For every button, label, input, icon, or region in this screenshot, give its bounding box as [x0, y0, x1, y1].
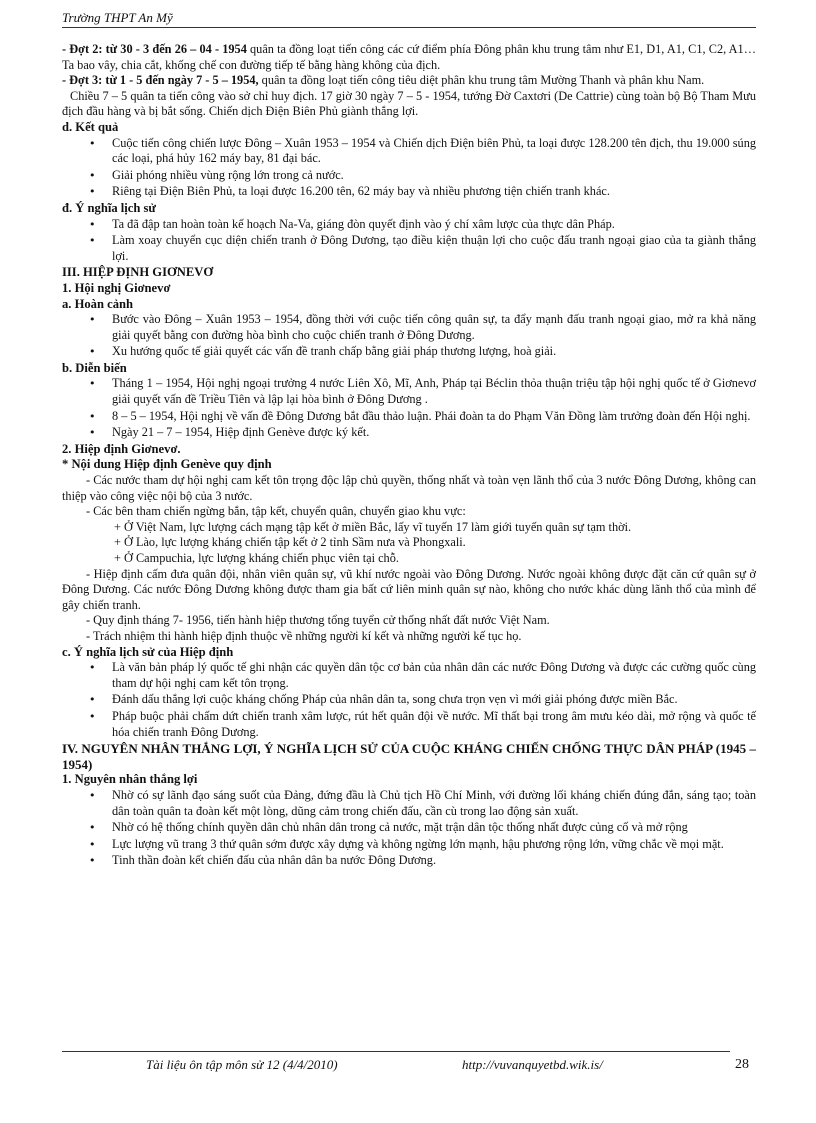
plus-item: + Ở Việt Nam, lực lượng cách mạng tập kết ở miền Bắc, lấy vĩ tuyến 17 làm giới tuyến quân sự tạm thời. — [114, 519, 632, 534]
ketqua-heading: d. Kết quả — [62, 119, 119, 134]
chieu-paragraph: Chiều 7 – 5 quân ta tiến công vào sở chỉ huy địch. 17 giờ 30 ngày 7 – 5 - 1954, tướng Đờ Caxtơri (De Cattrie) cùng toàn bộ Bộ Tham Mưu địch đầu hàng và bị bắt sống. Chiến dịch Điện Biên Phủ giành thắng lợi. — [62, 88, 756, 119]
section4-sub1: 1. Nguyên nhân thắng lợi — [62, 772, 198, 787]
list-item: • 8 – 5 – 1954, Hội nghị về vấn đề Đông Dương bắt đầu thảo luận. Phái đoàn ta do Phạm Văn Đồng làm trưởng đoàn đến Hội nghị. — [112, 409, 756, 425]
dienbien-heading: b. Diễn biến — [62, 360, 127, 375]
noidung-paragraph: - Các nước tham dự hội nghị cam kết tôn trọng độc lập chủ quyền, thống nhất và toàn vẹn lãnh thổ của 3 nước Đông Dương, không can thiệp vào công việc nội bộ của 3 nước. — [62, 473, 756, 503]
ketqua-list — [62, 136, 756, 200]
footer-doc-title: Tài liệu ôn tập môn sử 12 (4/4/2010) — [146, 1057, 338, 1072]
list-item: • Ta đã đập tan hoàn toàn kế hoạch Na-Va, giáng đòn quyết định vào ý chí xâm lược của thực dân Pháp. — [112, 217, 756, 233]
dot3-paragraph — [62, 73, 756, 89]
page-header: Trường THPT An Mỹ — [62, 10, 756, 28]
list-item: • Đánh dấu thắng lợi cuộc kháng chống Pháp của nhân dân ta, song chưa trọn vẹn vì mới giải phóng được miền Bắc. — [112, 692, 756, 708]
dot2-paragraph — [62, 42, 756, 73]
list-item: • Ngày 21 – 7 – 1954, Hiệp định Genève được ký kết. — [112, 425, 756, 441]
list-item: • Tinh thần đoàn kết chiến đấu của nhân dân ba nước Đông Dương. — [112, 853, 756, 869]
list-item: • Pháp buộc phải chấm dứt chiến tranh xâm lược, rút hết quân đội về nước. Mĩ thất bại trong âm mưu kéo dài, mở rộng và quốc tế hóa chiến tranh Đông Dương. — [112, 709, 756, 740]
noidung-paragraph: - Các bên tham chiến ngừng bắn, tập kết, chuyển quân, chuyển giao khu vực: — [86, 504, 466, 519]
noidung-paragraph: - Hiệp định cấm đưa quân đội, nhân viên quân sự, vũ khí nước ngoài vào Đông Dương. Nước ngoài không được đặt căn cứ quân sự ở Đông Dương. Các nước Đông Dương không được tham gia bất cứ liên minh quân sự nào, không cho nước khác dùng lãnh thổ của mình để gây chiến tranh. — [62, 566, 756, 612]
list-item: • Riêng tại Điện Biên Phủ, ta loại được 16.200 tên, 62 máy bay và nhiều phương tiện chiến tranh khác. — [112, 184, 756, 200]
list-item: • Nhờ có hệ thống chính quyền dân chủ nhân dân trong cả nước, mặt trận dân tộc thống nhất được củng cố và mở rộng — [112, 820, 756, 836]
ynghia1-list — [62, 217, 756, 265]
dot3-text: quân ta đồng loạt tiến công tiêu diệt phân khu trung tâm Mường Thanh và phân khu Nam. — [258, 73, 705, 88]
page-content — [62, 42, 756, 870]
section4-list — [62, 788, 756, 869]
list-item: • Xu hướng quốc tế giải quyết các vấn đề tranh chấp bằng giải pháp thương lượng, hoà giải. — [112, 344, 756, 360]
list-item: • Là văn bản pháp lý quốc tế ghi nhận các quyền dân tộc cơ bản của nhân dân các nước Đông Dương và được các cường quốc cùng tham dự hội nghị cam kết tôn trọng. — [112, 660, 756, 691]
page-number: 28 — [735, 1057, 749, 1072]
list-item: • Lực lượng vũ trang 3 thứ quân sớm được xây dựng và không ngừng lớn mạnh, hậu phương rộng lớn, vững chắc về mọi mặt. — [112, 837, 756, 853]
noidung-heading: * Nội dung Hiệp định Genève quy định — [62, 457, 272, 472]
hoancanh-list — [62, 312, 756, 360]
list-item: • Bước vào Đông – Xuân 1953 – 1954, đồng thời với cuộc tiến công quân sự, ta đẩy mạnh đấu tranh ngoại giao, mở ra khả năng giải quyết bằng con đường hòa bình cho cuộc chiến tranh ở Đông Dương. — [112, 312, 756, 343]
dot2-label: - Đợt 2: từ 30 - 3 đến 26 – 04 - 1954 — [62, 42, 247, 56]
footer-divider — [62, 1051, 730, 1052]
plus-item: + Ở Campuchia, lực lượng kháng chiến phục viên tại chỗ. — [114, 551, 399, 565]
ynghia2-heading: c. Ý nghĩa lịch sử của Hiệp định — [62, 644, 234, 659]
noidung-paragraph: - Quy định tháng 7- 1956, tiến hành hiệp thương tổng tuyển cử thống nhất đất nước Việt Nam. — [86, 613, 550, 628]
ynghia1-heading: đ. Ý nghĩa lịch sử — [62, 200, 156, 215]
list-item: • Tháng 1 – 1954, Hội nghị ngoại trưởng 4 nước Liên Xô, Mĩ, Anh, Pháp tại Béclin thỏa thuận triệu tập hội nghị quốc tế ở Giơnevơ giải quyết vấn đề Triều Tiên và lập lại hòa bình ở Đông Dương . — [112, 376, 756, 407]
list-item: • Nhờ có sự lãnh đạo sáng suốt của Đảng, đứng đầu là Chủ tịch Hồ Chí Minh, với đường lối kháng chiến đúng đắn, sáng tạo; toàn dân toàn quân ta đoàn kết một lòng, dũng cảm trong chiến đấu, cần cù trong lao động sản xuất. — [112, 788, 756, 819]
section3-sub1: 1. Hội nghị Giơnevơ — [62, 280, 171, 295]
hoancanh-heading: a. Hoàn cảnh — [62, 296, 134, 311]
noidung-paragraph: - Trách nhiệm thi hành hiệp định thuộc về những người kí kết và những người kế tục họ. — [86, 628, 522, 643]
footer-url: http://vuvanquyetbd.wik.is/ — [462, 1057, 603, 1072]
plus-item: + Ở Lào, lực lượng kháng chiến tập kết ở 2 tỉnh Sầm nưa và Phongxali. — [114, 535, 466, 550]
dot2-text: quân ta đồng loạt tiến công các cứ điểm phía Đông phân khu trung tâm như E1, D1, A1, C1, C2, A1…Ta bao vây, chia cắt, khống chế con đường tiếp tế bằng hàng không của địch. — [62, 42, 756, 72]
section3-heading: III. HIỆP ĐỊNH GIƠNEVƠ — [62, 265, 214, 280]
section3-sub2: 2. Hiệp định Giơnevơ. — [62, 441, 181, 456]
list-item: • Làm xoay chuyển cục diện chiến tranh ở Đông Dương, tạo điều kiện thuận lợi cho cuộc đấu tranh ngoại giao của ta giành thắng lợi. — [112, 233, 756, 264]
ynghia2-list — [62, 660, 756, 740]
list-item: • Cuộc tiến công chiến lược Đông – Xuân 1953 – 1954 và Chiến dịch Điện biên Phủ, ta loại được 128.200 tên địch, thu 19.000 súng các loại, phá hủy 162 máy bay, 81 đại bác. — [112, 136, 756, 167]
dot3-label: - Đợt 3: từ 1 - 5 đến ngày 7 - 5 – 1954, — [62, 73, 259, 88]
section4-heading: IV. NGUYÊN NHÂN THẮNG LỢI, Ý NGHĨA LỊCH SỬ CỦA CUỘC KHÁNG CHIẾN CHỐNG THỰC DÂN PHÁP (1945 – 1954) — [62, 741, 756, 772]
dienbien-list — [62, 376, 756, 440]
list-item: • Giải phóng nhiều vùng rộng lớn trong cả nước. — [112, 168, 756, 184]
